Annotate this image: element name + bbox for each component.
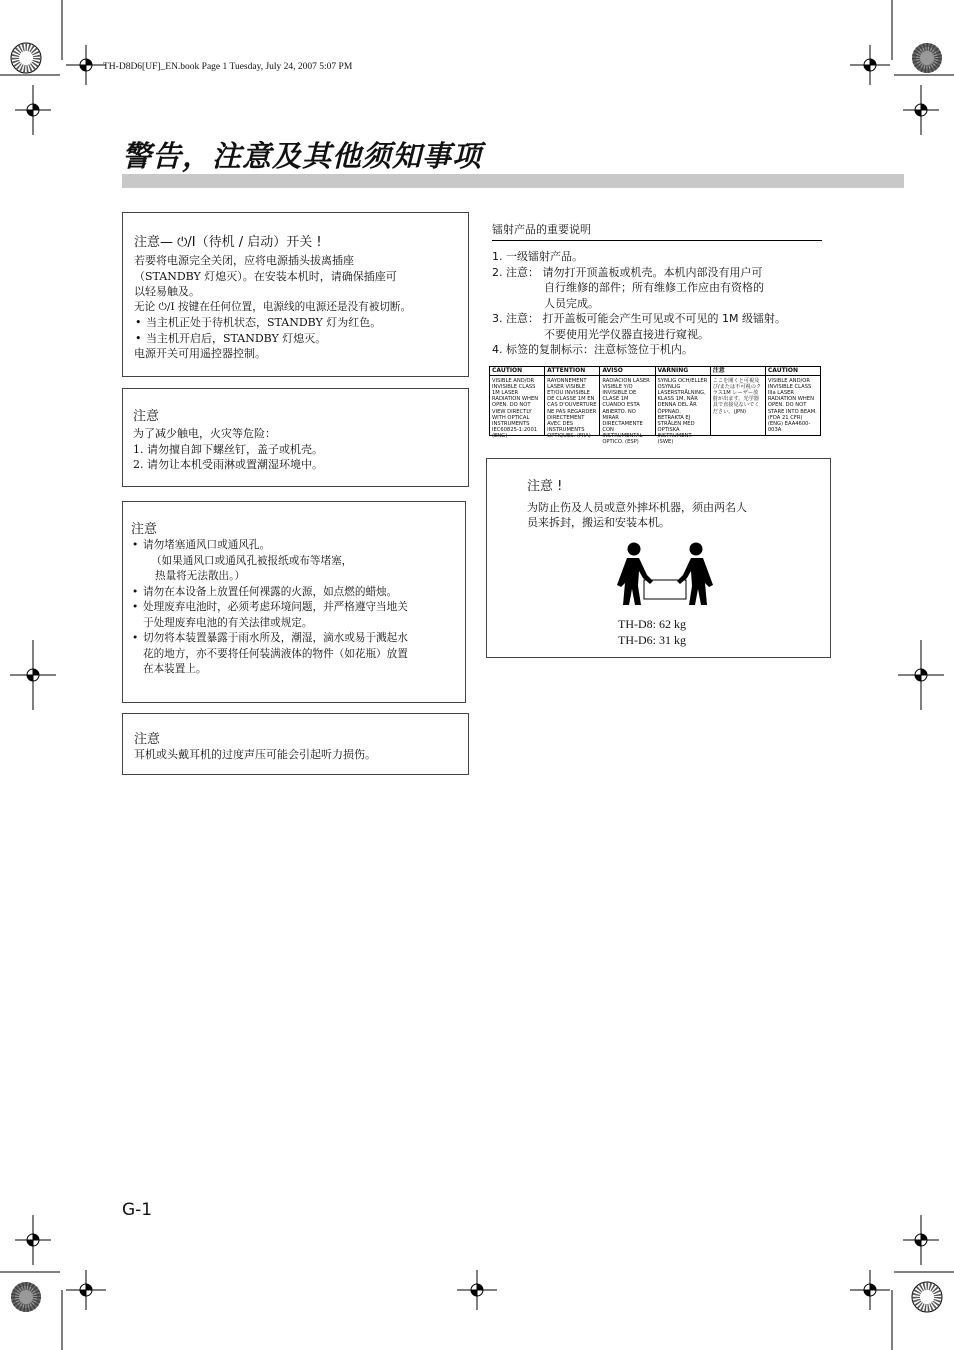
bullet-continuation: 于处理废弃电池的有关法律或规定。 — [143, 616, 313, 629]
text-line: （STANDBY 灯熄灭）。在安装本机时，请确保插座可 — [134, 269, 397, 283]
warning-label: VARNING SYNLIG OCH/ELLER OSYNLIG LASERSTRÅLNING, KLASS 1M, NÄR DENNA DEL ÄR ÖPPNAD. BETRAKTA EJ STRÅLEN MED OPTISKA INSTRUMENT. (SWE) — [656, 367, 711, 435]
header-info: TH-D8D6[UF]_EN.book Page 1 Tuesday, July 24, 2007 5:07 PM — [103, 62, 353, 72]
numbered-item: 1. 请勿擅自卸下螺丝钉，盖子或机壳。 — [133, 442, 323, 456]
box-heading: 注意 — [131, 522, 158, 537]
laser-heading: 镭射产品的重要说明 — [492, 221, 822, 241]
bullet-continuation: 在本装置上。 — [143, 663, 207, 675]
bullet-subtext: （如果通风口或通风孔被报纸或布等堵塞， — [151, 554, 353, 567]
title-underline-bar — [122, 174, 904, 188]
bullet-subtext: 热量将无法散出。） — [155, 570, 246, 582]
numbered-item: 2. 请勿让本机受雨淋或置潮湿环境中。 — [133, 458, 323, 471]
two-person-lift-icon — [617, 541, 713, 607]
weight-th-d6: TH-D6: 31 kg — [618, 633, 686, 647]
laser-item: 3. 注意： 打开盖板可能会产生可见或不可见的 1M 级镭射。 — [492, 312, 786, 325]
warning-label: AVISO RADIACION LASER VISIBLE Y/O INVISIBLE DE CLASE 1M CUANDO ESTA ABIERTO. NO MIRAR DIRECTAMENTE CON INSTRUMENTAL OPTICO. (ESP) — [600, 367, 655, 435]
bullet-continuation: 花的地方，亦不要将任何装满液体的物件（如花瓶）放置 — [143, 647, 408, 660]
bullet-item: • 请勿在本设备上放置任何裸露的火源，如点燃的蜡烛。 — [131, 585, 457, 601]
laser-item: 4. 标签的复制标示：注意标签位于机内。 — [492, 343, 693, 356]
text-line: 员来拆封，搬运和安装本机。 — [527, 516, 670, 529]
electric-shock-caution-box — [122, 388, 469, 487]
warning-label: CAUTION VISIBLE AND/OR INVISIBLE CLASS IIIa LASER RADIATION WHEN OPEN. DO NOT STARE INTO BEAM. (FDA 21 CFR) (ENG) EAA4600-003A — [766, 367, 820, 435]
warning-label: ATTENTION RAYONNEMENT LASER VISIBLE ET/OU INVISIBLE DE CLASSE 1M EN CAS D'OUVERTURE NE PAS REGARDER DIRECTEMENT AVEC DES INSTRUMENTS OPTIQUES. (FRA) — [545, 367, 600, 435]
text-line: 若要将电源完全关闭，应将电源插头拔离插座 — [134, 254, 354, 267]
ventilation-caution-box — [122, 501, 466, 703]
box-heading: 注意— ⏻/I（待机 / 启动）开关 ! — [134, 235, 322, 250]
box-heading: 注意 — [134, 732, 161, 747]
text-line: 为了减少触电，火灾等危险： — [133, 427, 276, 440]
warning-label: CAUTION VISIBLE AND/OR INVISIBLE CLASS 1M LASER RADIATION WHEN OPEN. DO NOT VIEW DIRECTLY WITH OPTICAL INSTRUMENTS IEC60825-1:2001 (ENG) — [490, 367, 545, 435]
box-heading: 注意 ! — [527, 479, 563, 494]
text-line: 电源开关可用遥控器控制。 — [134, 347, 266, 360]
text-line: 为防止伤及人员或意外摔坏机器，须由两名人 — [527, 501, 747, 514]
laser-item: 2. 注意： 请勿打开顶盖板或机壳。本机内部没有用户可 — [492, 265, 763, 279]
laser-item: 1. 一级镭射产品。 — [492, 250, 583, 263]
bullet-item: • 请勿堵塞通风口或通风孔。 — [131, 538, 457, 554]
laser-notes — [492, 221, 822, 358]
text-line: 以轻易触及。 — [134, 285, 200, 298]
standby-switch-caution-box — [122, 212, 469, 377]
box-heading: 注意 — [133, 409, 160, 424]
bullet-item: • 处理废弃电池时，必须考虑环境问题，并严格遵守当地关 — [131, 600, 457, 616]
bullet-item: • 当主机正处于待机状态，STANDBY 灯为红色。 — [134, 315, 458, 331]
page-title: 警告，注意及其他须知事项 — [122, 139, 483, 173]
warning-label: 注意 ここを開くと可視及び/または不可視のクラス1M レーザー放射が出ます。光学器具で直接見ないでください。(JPN) — [711, 367, 766, 435]
bullet-item: • 切勿将本装置暴露于雨水所及，潮湿，滴水或易于溅起水 — [131, 631, 457, 647]
text-line: 耳机或头戴耳机的过度声压可能会引起听力损伤。 — [134, 748, 376, 761]
weight-th-d8: TH-D8: 62 kg — [618, 617, 686, 631]
text-line: 无论 ⏻/I 按键在任何位置，电源线的电源还是没有被切断。 — [134, 300, 412, 313]
laser-warning-labels — [489, 366, 821, 446]
headphone-caution-box — [122, 713, 469, 775]
laser-item-cont: 自行维修的部件；所有维修工作应由有资格的 — [544, 281, 764, 294]
bullet-item: • 当主机开启后，STANDBY 灯熄灭。 — [134, 331, 458, 347]
laser-item-cont: 不要使用光学仪器直接进行窥视。 — [544, 327, 709, 341]
page-number: G-1 — [122, 1200, 153, 1220]
two-person-carry-notice — [486, 458, 831, 658]
laser-item-cont: 人员完成。 — [544, 296, 599, 310]
